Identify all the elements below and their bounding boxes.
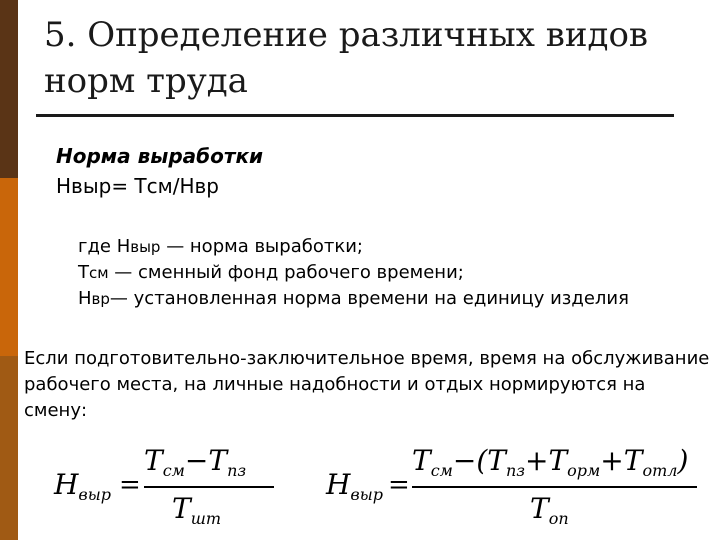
definition-subscript: вр bbox=[91, 290, 110, 308]
formula-1-num-subscript: см bbox=[162, 461, 185, 480]
formula-1-fraction-bar bbox=[144, 486, 274, 488]
formula-2-num-subscript: пз bbox=[505, 461, 526, 480]
title-divider bbox=[36, 114, 674, 117]
formula-2-num-symbol: ) bbox=[677, 444, 689, 477]
formula-2-denominator bbox=[530, 492, 569, 528]
formula-1-num-symbol: −T bbox=[184, 444, 228, 477]
definition-subscript: см bbox=[89, 264, 109, 282]
formula-text: Нвыр= Тсм/Нвр bbox=[56, 174, 219, 198]
formula-2-lhs-subscript: выр bbox=[350, 485, 384, 504]
definition-subscript: выр bbox=[130, 238, 161, 256]
definition-line-2 bbox=[78, 262, 464, 283]
formula-2-equals: = bbox=[388, 470, 410, 500]
formula-1-num-symbol: T bbox=[144, 444, 163, 477]
definition-prefix: где bbox=[78, 236, 117, 257]
formula-2-num-subscript: отл bbox=[642, 461, 678, 480]
formula-2-num-symbol: +T bbox=[600, 444, 643, 477]
formula-2-den-subscript: оп bbox=[548, 509, 569, 528]
formula-1-lhs-subscript: выр bbox=[78, 485, 112, 504]
formula-1-num-subscript: пз bbox=[227, 461, 247, 480]
formula-2-num-subscript: орм bbox=[567, 461, 601, 480]
definition-text: — сменный фонд рабочего времени; bbox=[108, 262, 464, 283]
sidebar-strip-top bbox=[0, 0, 18, 178]
definition-symbol: Т bbox=[78, 262, 89, 283]
definition-symbol: Н bbox=[78, 288, 92, 309]
formula-1-lhs-symbol: H bbox=[54, 468, 79, 501]
formula-2-num-subscript: см bbox=[430, 461, 453, 480]
definition-line-3 bbox=[78, 288, 629, 309]
formula-1-den-subscript: шт bbox=[190, 509, 222, 528]
explanation-paragraph: Если подготовительно-заключительное время, время на обслуживание рабочего места, на личные надобности и отдых нормируются на смену: bbox=[24, 348, 710, 421]
formula-1-den-symbol: T bbox=[172, 492, 191, 525]
sidebar-strip-bottom bbox=[0, 356, 18, 540]
sidebar-strip-middle bbox=[0, 178, 18, 356]
definition-text: — установленная норма времени на единицу изделия bbox=[109, 288, 629, 309]
formula-2-fraction-bar bbox=[412, 486, 697, 488]
formula-2-num-symbol: T bbox=[412, 444, 431, 477]
formula-2-lhs bbox=[326, 468, 383, 504]
slide-title: 5. Определение различных видов норм труда bbox=[44, 15, 649, 101]
formula-2-numerator bbox=[412, 444, 688, 480]
formula-1-denominator bbox=[172, 492, 221, 528]
formula-2-num-symbol: +T bbox=[525, 444, 568, 477]
definition-symbol: Н bbox=[116, 236, 131, 257]
section-heading: Норма выработки bbox=[56, 144, 264, 168]
formula-2-num-symbol: −(T bbox=[452, 444, 506, 477]
formula-2-lhs-symbol: H bbox=[326, 468, 351, 501]
formula-2-den-symbol: T bbox=[530, 492, 549, 525]
definition-line-1 bbox=[78, 236, 363, 257]
formula-1-lhs bbox=[54, 468, 111, 504]
definition-text: — норма выработки; bbox=[160, 236, 363, 257]
formula-1-numerator bbox=[144, 444, 246, 480]
formula-1-equals: = bbox=[119, 470, 141, 500]
